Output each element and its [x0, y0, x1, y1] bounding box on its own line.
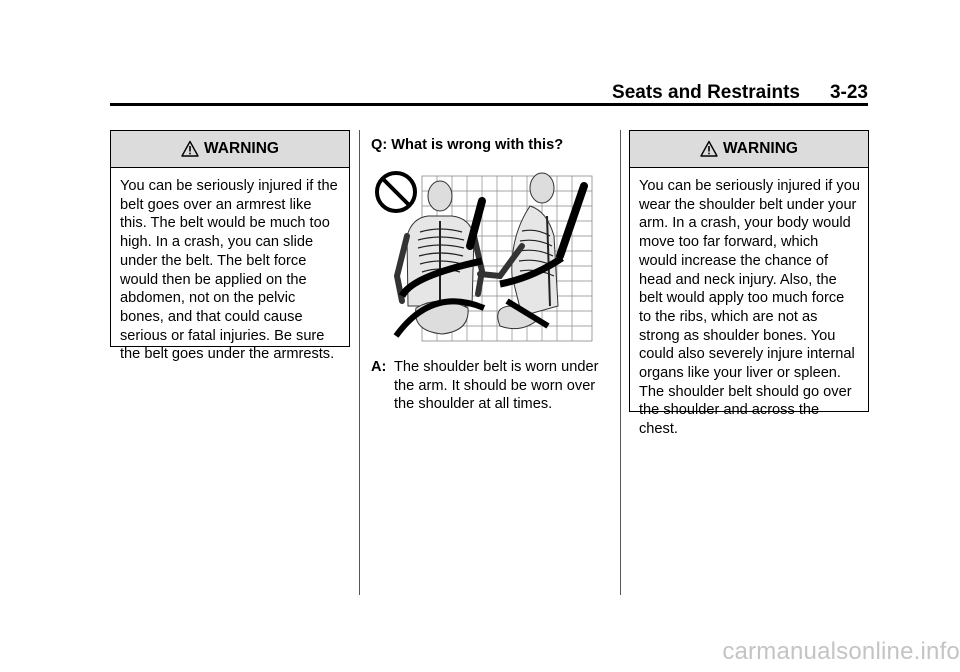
warning-triangle-icon — [700, 140, 718, 158]
right-warning-box — [629, 130, 869, 438]
left-warning-text: You can be seriously injured if the belt goes over an armrest like this. The belt would be much too high. In a crash, you can slide under the belt. The belt force would then be applied on the abdomen, not on the pelvic bones, and that could cause serious or fatal injuries. Be sure the belt goes under the armrests. — [120, 178, 338, 363]
right-warning-text: You can be seriously injured if you wear the shoulder belt under your arm. In a crash, your body would move too far forward, which would increase the chance of head and neck injury. Also, the belt would apply too much force to the ribs, which are not as strong as shoulder bones. You could also severely injure internal organs like your liver or spleen. The shoulder belt should go over the shoulder and across the chest. — [639, 178, 860, 438]
header-rule — [110, 103, 868, 106]
question-text: Q: What is wrong with this? — [371, 137, 564, 153]
answer-prefix: A: — [371, 359, 387, 375]
prohibited-sign-icon — [377, 173, 415, 211]
seat-belt-illustration — [372, 166, 612, 356]
section-title: Seats and Restraints — [612, 82, 800, 103]
left-warning-body — [111, 168, 349, 372]
left-warning-header — [111, 131, 349, 168]
page-number: 3-23 — [829, 82, 868, 103]
left-warning-box — [110, 130, 350, 363]
answer-text: The shoulder belt is worn under the arm. It should be worn over the shoulder at all times. — [394, 359, 599, 413]
right-warning-body — [630, 168, 868, 447]
column-divider-2 — [620, 130, 621, 595]
warning-triangle-icon — [181, 140, 199, 158]
left-warning-heading: WARNING — [204, 140, 279, 157]
page-header — [110, 80, 868, 104]
column-divider-1 — [359, 130, 360, 595]
right-warning-header — [630, 131, 868, 168]
watermark-text: carmanualsonline.info — [722, 638, 960, 665]
answer-block — [371, 358, 611, 414]
right-warning-heading: WARNING — [723, 140, 798, 157]
